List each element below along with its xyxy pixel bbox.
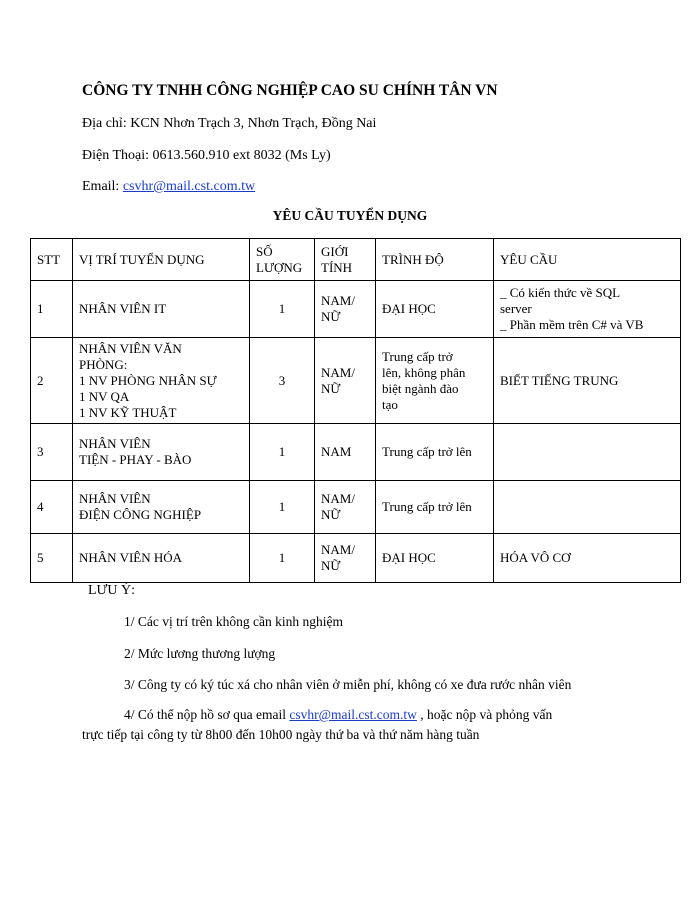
cell-line: lên, không phân (382, 364, 466, 380)
cell-line: Trung cấp trở (382, 348, 453, 364)
cell-gender (315, 338, 376, 424)
cell-line: TIỆN - PHAY - BÀO (79, 452, 192, 467)
company-name: CÔNG TY TNHH CÔNG NGHIỆP CAO SU CHÍNH TÂN VN (82, 82, 498, 99)
cell-line: _ Phần mềm trên C# và VB (500, 317, 644, 332)
cell-line: 1 NV KỸ THUẬT (79, 404, 177, 420)
cell-line: BIẾT TIẾNG TRUNG (500, 372, 619, 388)
recruitment-table (30, 238, 681, 583)
cell-level (376, 481, 494, 534)
cell-position (73, 534, 250, 583)
cell-gender (315, 424, 376, 481)
header-gender-line: TÍNH (321, 259, 353, 275)
cell-gender (315, 534, 376, 583)
header-quantity-line: LƯỢNG (256, 259, 303, 275)
cell-line: NHÂN VIÊN (79, 491, 151, 506)
cell-position (73, 338, 250, 424)
cell-line: server (500, 301, 532, 316)
cell-line: tạo (382, 396, 398, 412)
cell-line: NAM (321, 444, 352, 459)
cell-requirement (494, 534, 681, 583)
cell-stt: 3 (31, 424, 73, 481)
cell-quantity: 1 (250, 281, 315, 338)
cell-requirement (494, 338, 681, 424)
notes-title: LƯU Ý: (88, 583, 136, 598)
table-row (31, 424, 681, 481)
cell-position (73, 281, 250, 338)
cell-line: ĐẠI HỌC (382, 550, 436, 565)
cell-quantity: 1 (250, 424, 315, 481)
header-gender-line: GIỚI (321, 243, 349, 259)
cell-requirement (494, 424, 681, 481)
email-link[interactable]: csvhr@mail.cst.com.tw (122, 179, 256, 194)
note-4-email-link[interactable]: csvhr@mail.cst.com.tw (289, 707, 417, 722)
cell-quantity: 3 (250, 338, 315, 424)
company-address: Địa chỉ: KCN Nhơn Trạch 3, Nhơn Trạch, Đồng Nai (82, 116, 377, 131)
cell-line: NHÂN VIÊN (79, 436, 151, 451)
header-stt: STT (31, 239, 73, 281)
note-2: 2/ Mức lương thương lượng (124, 646, 276, 661)
cell-line: PHÒNG: (79, 356, 128, 372)
cell-line: 1 NV QA (79, 388, 130, 404)
cell-line: NAM/ (321, 293, 355, 308)
cell-line: ĐIỆN CÔNG NGHIỆP (79, 507, 202, 522)
table-row (31, 281, 681, 338)
cell-gender (315, 281, 376, 338)
cell-requirement (494, 481, 681, 534)
cell-quantity: 1 (250, 534, 315, 583)
cell-line: HÓA VÔ CƠ (500, 550, 571, 565)
header-requirement: YÊU CẦU (494, 239, 681, 281)
table-row (31, 338, 681, 424)
cell-line: Trung cấp trở lên (382, 444, 472, 459)
cell-requirement (494, 281, 681, 338)
header-quantity-line: SỐ (256, 243, 273, 259)
cell-level (376, 424, 494, 481)
table-row (31, 534, 681, 583)
email-label: Email: (82, 179, 120, 194)
cell-line: NỮ (321, 558, 341, 573)
note-4 (124, 707, 552, 723)
recruitment-heading: YÊU CẦU TUYỂN DỤNG (272, 208, 428, 223)
cell-stt: 1 (31, 281, 73, 338)
header-gender (315, 239, 376, 281)
company-phone: Điện Thoại: 0613.560.910 ext 8032 (Ms Ly) (82, 148, 331, 163)
table-header-row (31, 239, 681, 281)
table-row (31, 481, 681, 534)
cell-line: NHÂN VIÊN VĂN (79, 340, 182, 356)
note-3: 3/ Công ty có ký túc xá cho nhân viên ở miễn phí, không có xe đưa rước nhân viên (124, 677, 572, 692)
header-quantity (250, 239, 315, 281)
cell-line: 1 NV PHÒNG NHÂN SỰ (79, 372, 217, 388)
cell-line: NAM/ (321, 491, 355, 506)
cell-line: NHÂN VIÊN IT (79, 301, 167, 316)
header-level: TRÌNH ĐỘ (376, 239, 494, 281)
cell-level (376, 281, 494, 338)
cell-line: Trung cấp trở lên (382, 499, 472, 514)
cell-line: ĐẠI HỌC (382, 301, 436, 316)
note-4-text: 4/ Có thể nộp hồ sơ qua email (124, 707, 286, 722)
cell-stt: 5 (31, 534, 73, 583)
cell-line: NỮ (321, 309, 341, 324)
cell-line: _ Có kiến thức về SQL (500, 285, 621, 300)
cell-quantity: 1 (250, 481, 315, 534)
cell-level (376, 534, 494, 583)
cell-gender (315, 481, 376, 534)
note-4-text-end: , hoặc nộp và phỏng vấn (420, 707, 553, 722)
cell-position (73, 424, 250, 481)
cell-line: NAM/ (321, 364, 355, 380)
header-position: VỊ TRÍ TUYỂN DỤNG (73, 239, 250, 281)
note-4-continued: trực tiếp tại công ty từ 8h00 đến 10h00 ngày thứ ba và thứ năm hàng tuần (82, 727, 480, 742)
cell-line: NỮ (321, 380, 341, 396)
company-email-line (82, 179, 255, 195)
cell-position (73, 481, 250, 534)
cell-stt: 4 (31, 481, 73, 534)
note-1: 1/ Các vị trí trên không cần kinh nghiệm (124, 614, 343, 629)
cell-stt: 2 (31, 338, 73, 424)
cell-line: biệt ngành đào (382, 380, 459, 396)
cell-line: NỮ (321, 507, 341, 522)
cell-line: NAM/ (321, 542, 355, 557)
cell-line: NHÂN VIÊN HÓA (79, 550, 183, 565)
cell-level (376, 338, 494, 424)
